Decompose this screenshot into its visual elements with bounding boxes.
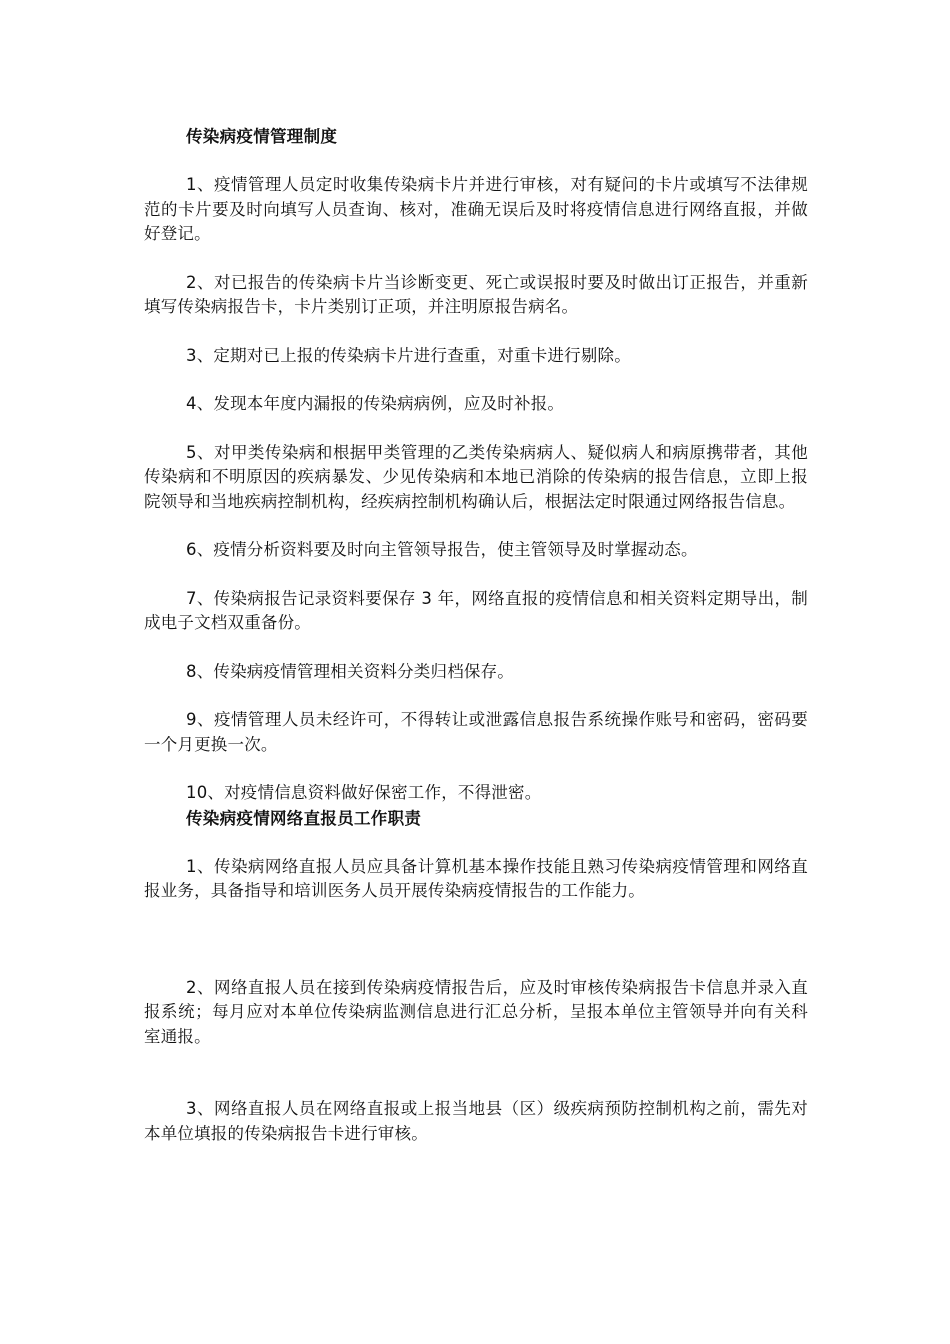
paragraph-s1-1: 1、疫情管理人员定时收集传染病卡片并进行审核，对有疑问的卡片或填写不法律规范的卡片要及时向填写人员查询、核对，准确无误后及时将疫情信息进行网络直报，并做好登记。 xyxy=(144,175,808,243)
paragraph-s1-2: 2、对已报告的传染病卡片当诊断变更、死亡或误报时要及时做出订正报告，并重新填写传染病报告卡，卡片类别订正项，并注明原报告病名。 xyxy=(144,272,808,316)
paragraph-s1-7: 7、传染病报告记录资料要保存 3 年，网络直报的疫情信息和相关资料定期导出，制成电子文档双重备份。 xyxy=(144,588,808,632)
paragraph-s1-10: 10、对疫情信息资料做好保密工作，不得泄密。 xyxy=(186,783,542,802)
paragraph-s1-5: 5、对甲类传染病和根据甲类管理的乙类传染病病人、疑似病人和病原携带者，其他传染病和不明原因的疾病暴发、少见传染病和本地已消除的传染病的报告信息，立即上报院领导和当地疾病控制机构，经疾病控制机构确认后，根据法定时限通过网络报告信息。 xyxy=(144,442,808,511)
section-title-reporter-duties: 传染病疫情网络直报员工作职责 xyxy=(186,808,422,828)
paragraph-s2-2: 2、网络直报人员在接到传染病疫情报告后，应及时审核传染病报告卡信息并录入直报系统；每月应对本单位传染病监测信息进行汇总分析，呈报本单位主管领导并向有关科室通报。 xyxy=(144,977,808,1046)
paragraph-s1-3: 3、定期对已上报的传染病卡片进行查重，对重卡进行剔除。 xyxy=(186,345,631,365)
document-body xyxy=(144,124,808,1146)
paragraph-s1-4: 4、发现本年度内漏报的传染病病例，应及时补报。 xyxy=(186,394,565,413)
paragraph-s2-1: 1、传染病网络直报人员应具备计算机基本操作技能且熟习传染病疫情管理和网络直报业务，具备指导和培训医务人员开展传染病疫情报告的工作能力。 xyxy=(144,856,808,900)
paragraph-s1-9: 9、疫情管理人员未经许可，不得转让或泄露信息报告系统操作账号和密码，密码要一个月更换一次。 xyxy=(144,710,808,754)
paragraph-s2-3: 3、网络直报人员在网络直报或上报当地县（区）级疾病预防控制机构之前，需先对本单位填报的传染病报告卡进行审核。 xyxy=(144,1099,808,1143)
paragraph-s1-8: 8、传染病疫情管理相关资料分类归档保存。 xyxy=(186,661,514,681)
paragraph-s1-6: 6、疫情分析资料要及时向主管领导报告，使主管领导及时掌握动态。 xyxy=(186,540,698,559)
section-title-epidemic-management: 传染病疫情管理制度 xyxy=(186,127,338,146)
